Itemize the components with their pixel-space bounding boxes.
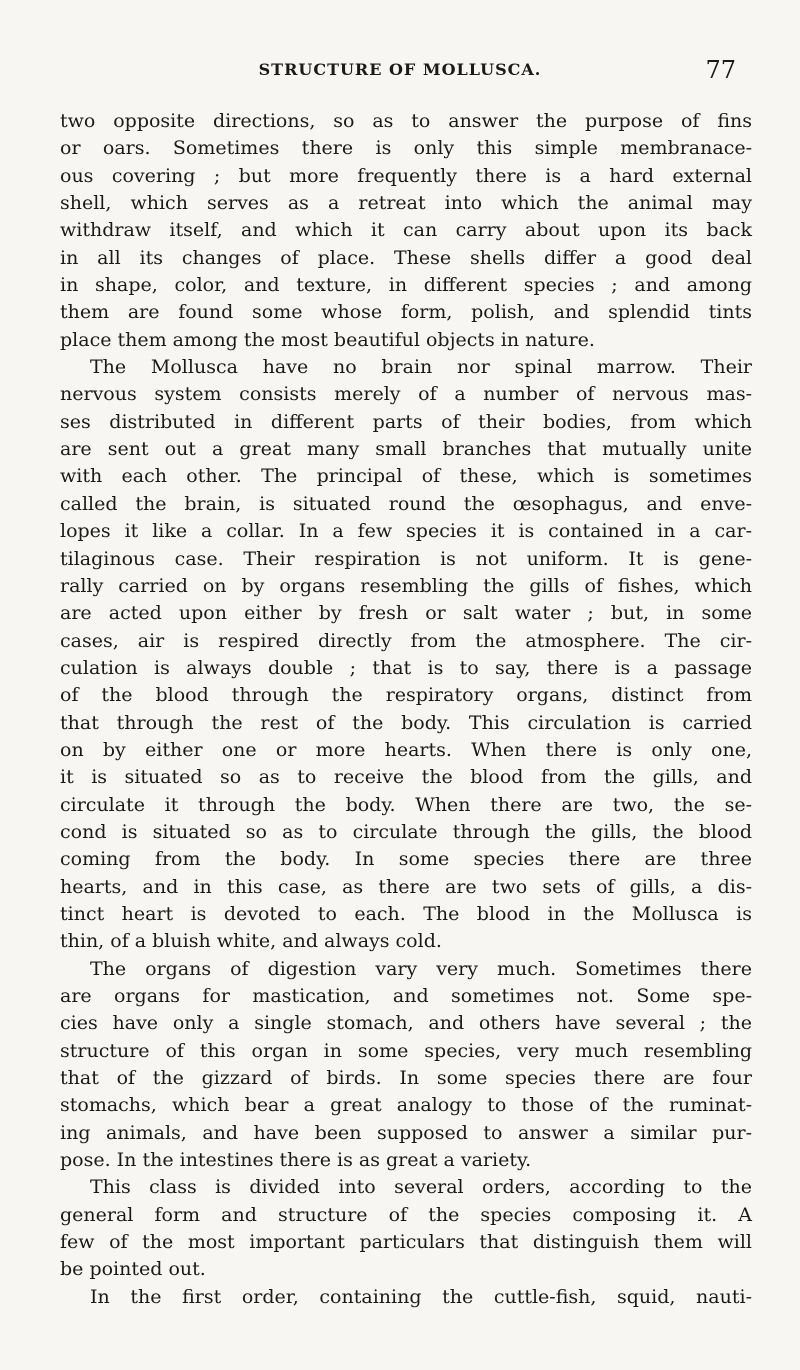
text-line: called the brain, is situated round the œsophagus, and enve- bbox=[60, 492, 752, 515]
text-line: that through the rest of the body. This circulation is carried bbox=[60, 711, 752, 734]
text-line: ing animals, and have been supposed to answer a similar pur- bbox=[60, 1121, 752, 1144]
text-line: two opposite directions, so as to answer the purpose of fins bbox=[60, 110, 752, 132]
text-line: shell, which serves as a retreat into which the animal may bbox=[60, 192, 752, 215]
text-line: it is situated so as to receive the blood from the gills, and bbox=[60, 766, 752, 789]
text-line: tilaginous case. Their respiration is not uniform. It is gene- bbox=[60, 547, 752, 570]
text-line: lopes it like a collar. In a few species it is contained in a car- bbox=[60, 520, 752, 543]
text-line: be pointed out. bbox=[60, 1258, 206, 1281]
running-head: STRUCTURE OF MOLLUSCA. bbox=[258, 60, 542, 79]
text-line: cond is situated so as to circulate through the gills, the blood bbox=[60, 820, 752, 843]
text-line: are acted upon either by fresh or salt water ; but, in some bbox=[60, 602, 752, 625]
text-line: cases, air is respired directly from the atmosphere. The cir- bbox=[60, 629, 752, 652]
page-number: 77 bbox=[705, 56, 736, 84]
text-line: of the blood through the respiratory organs, distinct from bbox=[60, 684, 752, 707]
text-line: thin, of a bluish white, and always cold. bbox=[60, 930, 442, 953]
text-line: with each other. The principal of these, which is sometimes bbox=[60, 465, 752, 488]
text-line: pose. In the intestines there is as great a variety. bbox=[60, 1149, 532, 1172]
text-line: stomachs, which bear a great analogy to those of the ruminat- bbox=[60, 1094, 752, 1117]
text-line: in shape, color, and texture, in different species ; and among bbox=[60, 274, 752, 297]
text-line: The Mollusca have no brain nor spinal marrow. Their bbox=[90, 356, 752, 379]
text-line: them are found some whose form, polish, and splendid tints bbox=[60, 301, 752, 324]
text-line: are sent out a great many small branches that mutually unite bbox=[60, 438, 752, 461]
text-line: on by either one or more hearts. When there is only one, bbox=[60, 738, 752, 761]
text-line: circulate it through the body. When there are two, the se- bbox=[60, 793, 752, 816]
text-line: In the first order, containing the cuttle-fish, squid, nauti- bbox=[90, 1285, 752, 1308]
text-line: structure of this organ in some species, very much resembling bbox=[60, 1039, 752, 1062]
body-text bbox=[60, 108, 752, 1311]
text-line: place them among the most beautiful objects in nature. bbox=[60, 328, 595, 351]
text-line: ses distributed in different parts of their bodies, from which bbox=[60, 410, 752, 433]
text-line: nervous system consists merely of a number of nervous mas- bbox=[60, 383, 752, 406]
text-line: hearts, and in this case, as there are two sets of gills, a dis- bbox=[60, 875, 752, 898]
text-line: few of the most important particulars that distinguish them will bbox=[60, 1231, 752, 1254]
text-line: general form and structure of the species composing it. A bbox=[60, 1203, 752, 1226]
text-line: that of the gizzard of birds. In some species there are four bbox=[60, 1067, 752, 1090]
text-line: withdraw itself, and which it can carry about upon its back bbox=[60, 219, 752, 242]
text-line: are organs for mastication, and sometimes not. Some spe- bbox=[60, 985, 752, 1007]
text-line: tinct heart is devoted to each. The blood in the Mollusca is bbox=[60, 902, 752, 925]
text-line: in all its changes of place. These shells differ a good deal bbox=[60, 246, 752, 269]
text-line: or oars. Sometimes there is only this simple membranace- bbox=[60, 137, 752, 160]
text-line: culation is always double ; that is to say, there is a passage bbox=[60, 656, 752, 679]
text-line: cies have only a single stomach, and others have several ; the bbox=[60, 1012, 752, 1035]
text-line: ous covering ; but more frequently there is a hard external bbox=[60, 164, 752, 187]
text-line: coming from the body. In some species there are three bbox=[60, 848, 752, 871]
text-line: rally carried on by organs resembling the gills of fishes, which bbox=[60, 574, 752, 597]
text-line: This class is divided into several orders, according to the bbox=[90, 1176, 752, 1199]
page-header bbox=[60, 56, 740, 90]
text-line: The organs of digestion vary very much. Sometimes there bbox=[90, 957, 752, 980]
